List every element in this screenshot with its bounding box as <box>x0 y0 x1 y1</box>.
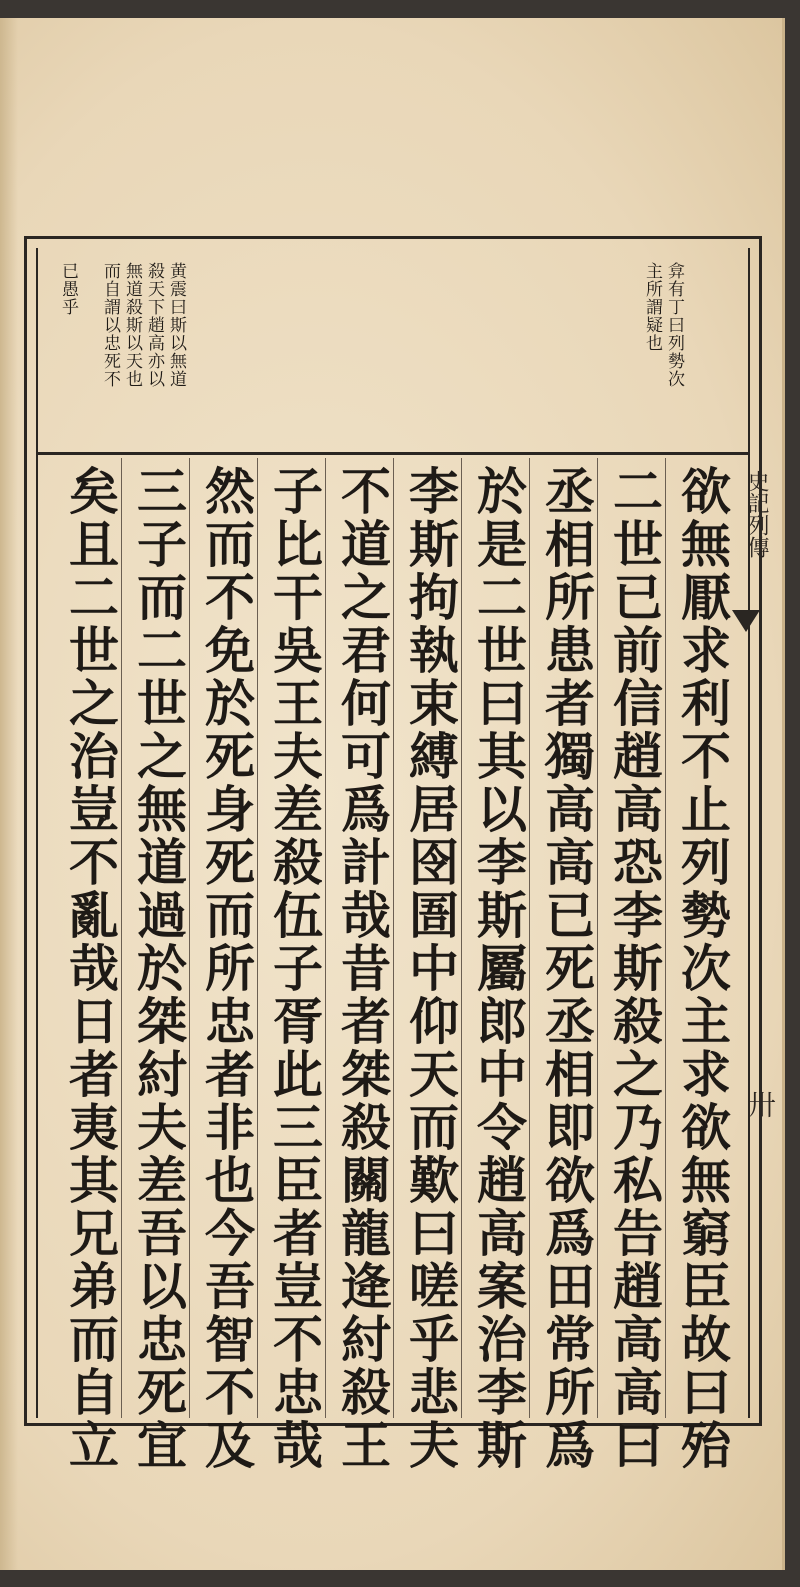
commentary-right-line-1: 弇有丁曰列勢次 <box>664 262 684 388</box>
column-rule <box>597 458 598 1418</box>
main-text-column-8: 然而不免於死身死而所忠者非也今吾智不及 <box>197 465 256 1472</box>
main-text-column-3: 丞相所患者獨高高已死丞相即欲爲田常所爲 <box>537 465 596 1472</box>
commentary-right-line-2: 主所謂疑也 <box>642 262 662 352</box>
column-rule <box>461 458 462 1418</box>
column-rule <box>257 458 258 1418</box>
main-text-column-2: 二世已前信趙高恐李斯殺之乃私告趙高高曰 <box>605 465 664 1472</box>
column-rule <box>325 458 326 1418</box>
main-text-column-6: 不道之君何可爲計哉昔者桀殺關龍逄紂殺王 <box>333 465 392 1472</box>
commentary-left-line-5: 已愚乎 <box>58 262 78 316</box>
column-rule <box>665 458 666 1418</box>
centre-fold-title: 史記列傳 <box>744 470 769 558</box>
main-text-column-10: 矣且二世之治豈不亂哉日者夷其兄弟而自立 <box>61 465 120 1472</box>
main-text-column-5: 李斯拘執束縛居囹圄中仰天而歎曰嗟乎悲夫 <box>401 465 460 1472</box>
column-rule <box>393 458 394 1418</box>
main-text-column-4: 於是二世曰其以李斯屬郎中令趙高案治李斯 <box>469 465 528 1472</box>
commentary-left-line-2: 殺天下趙高亦以 <box>144 262 164 388</box>
main-text-column-1: 欲無厭求利不止列勢次主求欲無窮臣故曰殆 <box>673 465 732 1472</box>
column-rule <box>529 458 530 1418</box>
spine-shadow <box>0 18 18 1570</box>
commentary-left-line-4: 而自謂以忠死不 <box>100 262 120 388</box>
column-rule <box>121 458 122 1418</box>
folio-number: 卅 <box>744 1090 777 1118</box>
main-text-column-9: 三子而二世之無道過於桀紂夫差吾以忠死宜 <box>129 465 188 1472</box>
commentary-left-line-3: 無道殺斯以天也 <box>122 262 142 388</box>
main-text-column-7: 子比干吳王夫差殺伍子胥此三臣者豈不忠哉 <box>265 465 324 1472</box>
column-rule <box>189 458 190 1418</box>
commentary-left-line-1: 黄震曰斯以無道 <box>166 262 186 388</box>
fish-tail-mark <box>732 610 760 632</box>
